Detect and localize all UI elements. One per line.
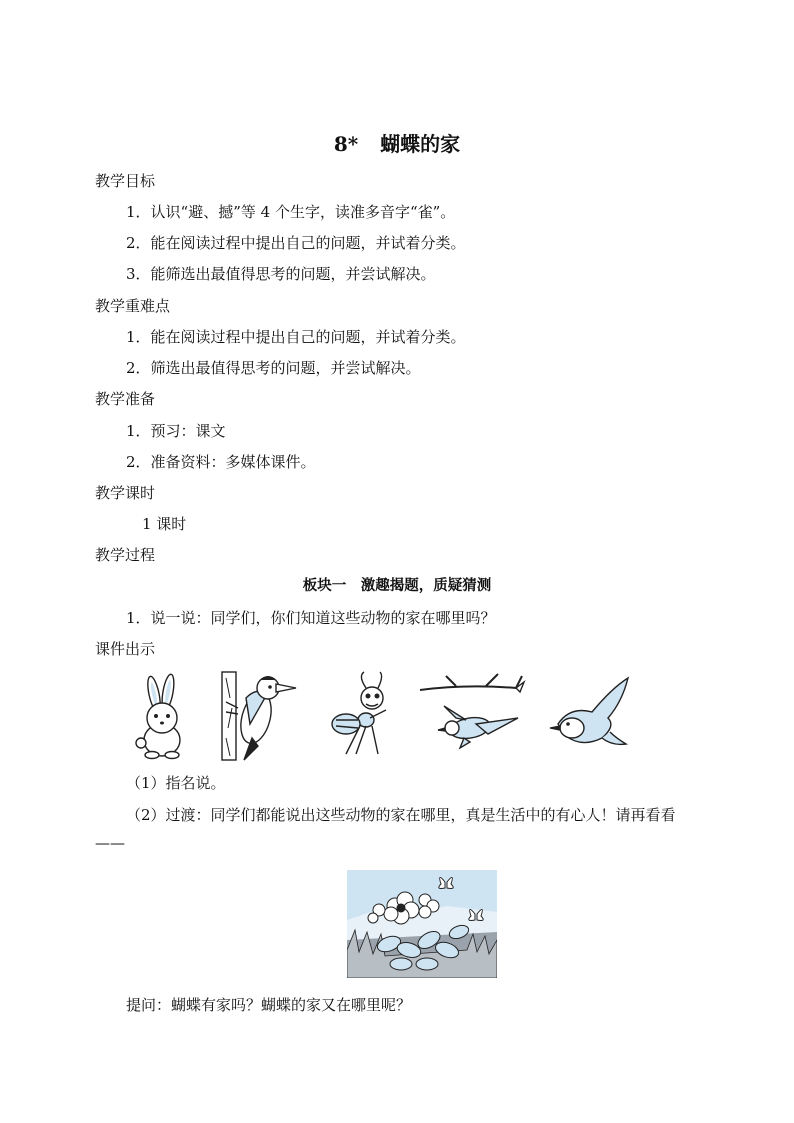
animals-illustration <box>126 668 634 764</box>
lesson-number: 8* <box>333 132 359 156</box>
preparation-item: 1．预习：课文 <box>126 422 226 440</box>
swallow-icon <box>550 678 628 744</box>
dash-continuation: —— <box>95 834 125 852</box>
key-point-item: 1．能在阅读过程中提出自己的问题，并试着分类。 <box>126 328 466 346</box>
process-step: 1．说一说：同学们，你们知道这些动物的家在哪里吗？ <box>126 609 496 627</box>
hours-value: 1 课时 <box>142 515 187 533</box>
goal-item: 1．认识“避、撼”等 4 个生字，读准多音字“雀”。 <box>126 203 456 221</box>
goal-item: 3．能筛选出最值得思考的问题，并尝试解决。 <box>126 265 436 283</box>
section-heading-process: 教学过程 <box>95 546 156 564</box>
courseware-label: 课件出示 <box>95 640 156 658</box>
section-heading-preparation: 教学准备 <box>95 390 156 408</box>
section-heading-key-points: 教学重难点 <box>95 297 171 315</box>
section-heading-goals: 教学目标 <box>95 172 156 190</box>
butterfly-scene-illustration <box>347 870 497 978</box>
sub-step: （2）过渡：同学们都能说出这些动物的家在哪里，真是生活中的有心人！请再看看 <box>126 806 676 824</box>
preparation-item: 2．准备资料：多媒体课件。 <box>126 453 316 471</box>
rabbit-icon <box>136 673 180 758</box>
block-title: 板块一 激趣揭题，质疑猜测 <box>302 577 492 594</box>
sparrow-icon <box>420 674 524 748</box>
sub-step: （1）指名说。 <box>126 774 226 792</box>
page-title <box>0 130 794 158</box>
woodpecker-icon <box>222 672 296 760</box>
ant-icon <box>332 672 386 754</box>
key-point-item: 2．筛选出最值得思考的问题，并尝试解决。 <box>126 359 421 377</box>
question-text: 提问：蝴蝶有家吗？蝴蝶的家又在哪里呢？ <box>126 996 412 1014</box>
goal-item: 2．能在阅读过程中提出自己的问题，并试着分类。 <box>126 234 466 252</box>
section-heading-hours: 教学课时 <box>95 484 156 502</box>
lesson-title: 蝴蝶的家 <box>380 132 461 156</box>
